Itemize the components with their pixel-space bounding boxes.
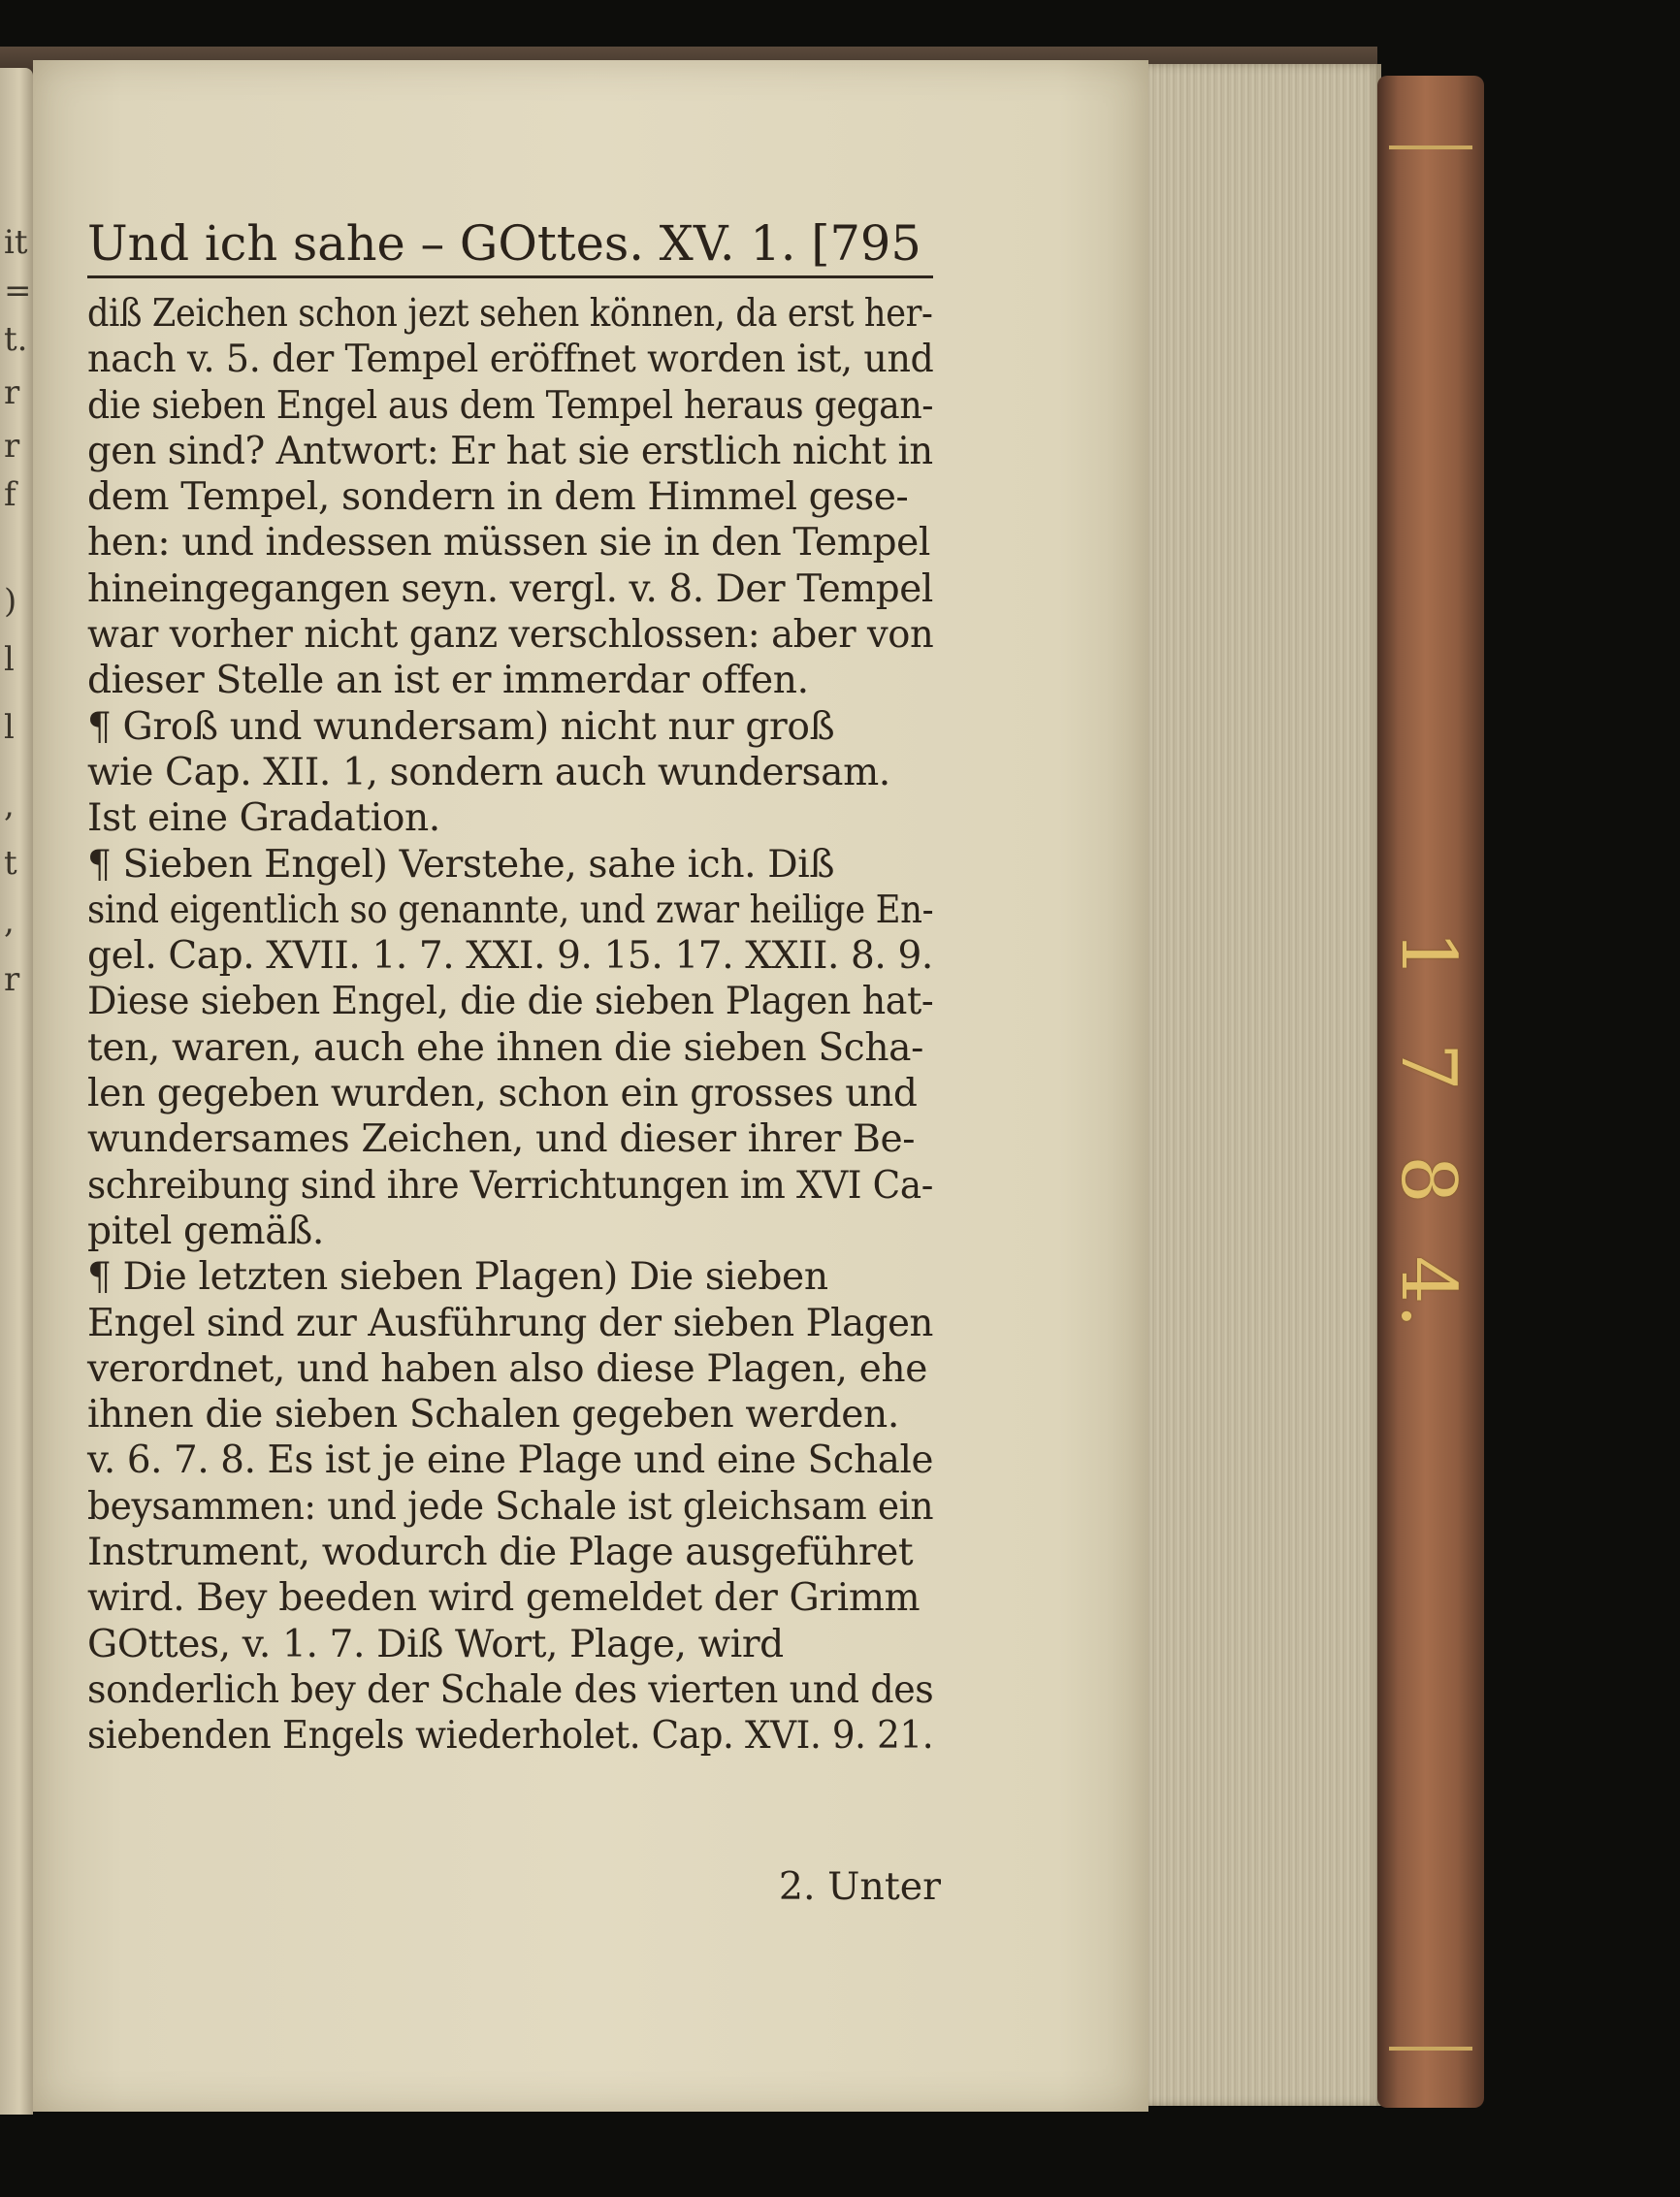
text-line: siebenden Engels wiederholet. Cap. XVI. 9. 21.	[87, 1713, 934, 1759]
text-line: gen sind? Antwort: Er hat sie erstlich nicht in	[87, 428, 933, 473]
left-page-margin-mark: it	[4, 223, 28, 262]
catchword: 2. Unter	[778, 1864, 941, 1909]
text-line: dieser Stelle an ist er immerdar offen.	[87, 658, 809, 703]
text-line: ten, waren, auch ehe ihnen die sieben Scha-	[87, 1024, 923, 1070]
text-line: wie Cap. XII. 1, sondern auch wundersam.	[87, 749, 890, 794]
text-line: sind eigentlich so genannte, und zwar heilige En-	[87, 887, 934, 932]
text-line: beysammen: und jede Schale ist gleichsam ein	[87, 1483, 934, 1529]
left-page-margin-mark: t	[4, 844, 17, 883]
left-page-margin-mark: ,	[4, 786, 15, 824]
left-page-margin-mark: f	[4, 475, 16, 514]
left-page-margin-mark: r	[4, 427, 20, 466]
spine-year-digit: 1	[1383, 930, 1471, 979]
left-page-sliver	[0, 68, 33, 2115]
text-line: hen: und indessen müssen sie in den Tempel	[87, 520, 931, 565]
text-line: ¶ Die letzten sieben Plagen) Die sieben	[87, 1254, 828, 1300]
text-line: diß Zeichen schon jezt sehen können, da erst her-	[87, 291, 933, 336]
text-line: ihnen die sieben Schalen gegeben werden.	[87, 1392, 899, 1438]
left-page-margin-mark: r	[4, 960, 20, 999]
page-block-edges	[1148, 64, 1381, 2106]
text-line: GOttes, v. 1. 7. Diß Wort, Plage, wird	[87, 1621, 784, 1666]
text-line: wundersames Zeichen, und dieser ihrer Be-	[87, 1116, 916, 1162]
spine-year	[1383, 902, 1472, 1344]
spine-gilt-rule	[1389, 145, 1472, 149]
text-line: verordnet, und haben also diese Plagen, ehe	[87, 1345, 928, 1391]
spine-year-digit: 8	[1383, 1155, 1471, 1204]
running-head: Und ich sahe – GOttes. XV. 1. [795	[87, 215, 933, 278]
text-line: schreibung sind ihre Verrichtungen im XVI Ca-	[87, 1162, 934, 1208]
spine-gilt-rule	[1389, 2047, 1472, 2051]
left-page-margin-mark: r	[4, 373, 20, 412]
page-body-text	[87, 291, 941, 1760]
left-page-margin-mark: l	[4, 640, 15, 679]
left-page-margin-mark: ,	[4, 902, 15, 941]
text-line: v. 6. 7. 8. Es ist je eine Plage und eine Schale	[87, 1438, 934, 1483]
text-line: dem Tempel, sondern in dem Himmel gese-	[87, 474, 909, 520]
text-line: Diese sieben Engel, die die sieben Plagen hat-	[87, 979, 934, 1024]
text-line: die sieben Engel aus dem Tempel heraus gegan-	[87, 382, 934, 428]
text-line: ¶ Sieben Engel) Verstehe, sahe ich. Diß	[87, 841, 835, 887]
text-line: pitel gemäß.	[87, 1208, 324, 1253]
left-page-margin-mark: t.	[4, 320, 28, 359]
text-line: wird. Bey beeden wird gemeldet der Grimm	[87, 1575, 921, 1621]
left-page-margin-mark: l	[4, 708, 15, 747]
text-line: nach v. 5. der Tempel eröffnet worden ist, und	[87, 337, 934, 382]
text-line: ¶ Groß und wundersam) nicht nur groß	[87, 703, 835, 749]
text-line: len gegeben wurden, schon ein grosses und	[87, 1071, 918, 1116]
text-line: hineingegangen seyn. vergl. v. 8. Der Tempel	[87, 565, 933, 611]
text-line: Ist eine Gradation.	[87, 795, 440, 841]
spine-year-digit: 7	[1383, 1043, 1471, 1091]
catchword-area	[87, 1864, 941, 1913]
text-line: gel. Cap. XVII. 1. 7. XXI. 9. 15. 17. XXII. 8. 9.	[87, 933, 933, 979]
text-line: Instrument, wodurch die Plage ausgeführet	[87, 1530, 914, 1575]
text-line: war vorher nicht ganz verschlossen: aber von	[87, 612, 934, 658]
text-line: sonderlich bey der Schale des vierten und des	[87, 1666, 934, 1712]
text-line: Engel sind zur Ausführung der sieben Plagen	[87, 1300, 934, 1345]
left-page-margin-mark: =	[4, 272, 32, 310]
spine-year-digit: 4.	[1384, 1255, 1472, 1329]
left-page-margin-mark: )	[4, 582, 17, 621]
